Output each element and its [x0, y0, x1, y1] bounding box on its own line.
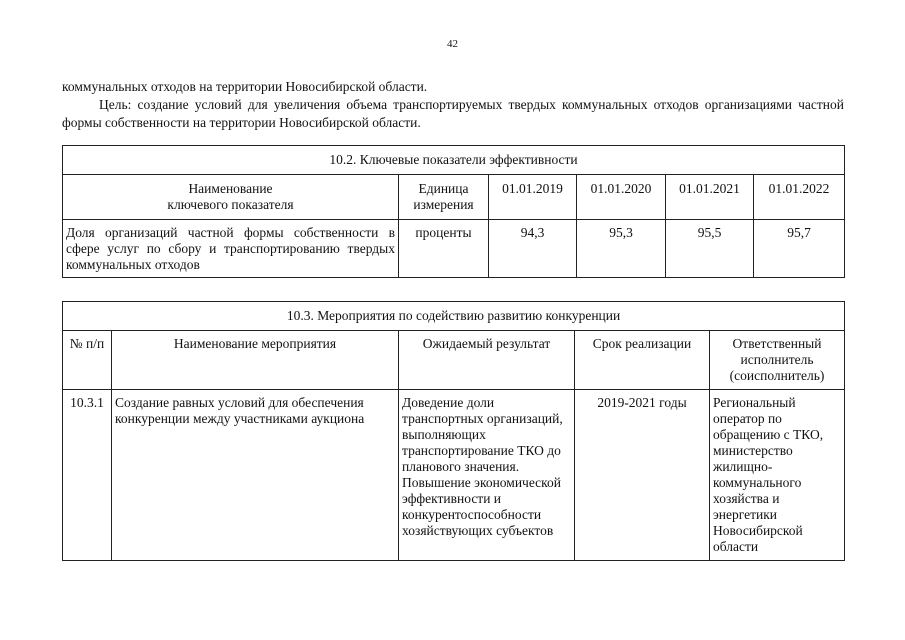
measure-result: Доведение доли транспортных организаций, выполняющих транспортирование ТКО до планового значения. Повышение экономической эффективности и конкурентоспособности хозяйствующих субъектов: [399, 390, 575, 561]
measures-header-responsible: Ответственный исполнитель (соисполнитель): [710, 331, 845, 390]
kpi-header-date-2021: 01.01.2021: [666, 175, 754, 220]
goal-paragraph: Цель: создание условий для увеличения объема транспортируемых твердых коммунальных отходов организациями частной формы собственности на территории Новосибирской области.: [62, 97, 844, 130]
kpi-header-unit-line1: Единица: [418, 181, 469, 196]
measures-header-term: Срок реализации: [575, 331, 710, 390]
kpi-value-2020: 95,3: [577, 220, 666, 278]
kpi-header-date-2019: 01.01.2019: [489, 175, 577, 220]
kpi-header-date-2020: 01.01.2020: [577, 175, 666, 220]
kpi-value-2021: 95,5: [666, 220, 754, 278]
kpi-header-unit-line2: измерения: [413, 197, 474, 212]
kpi-header-row: [63, 175, 845, 220]
kpi-header-name-line1: Наименование: [188, 181, 273, 196]
measure-name: Создание равных условий для обеспечения конкуренции между участниками аукциона: [112, 390, 399, 561]
measures-table-title: 10.3. Мероприятия по содействию развитию конкуренции: [63, 302, 845, 331]
kpi-header-date-2022: 01.01.2022: [754, 175, 845, 220]
measure-term: 2019-2021 годы: [575, 390, 710, 561]
page-number: 42: [447, 38, 458, 50]
kpi-header-name-line2: ключевого показателя: [167, 197, 294, 212]
measure-responsible: Региональный оператор по обращению с ТКО, министерство жилищно-коммунального хозяйства и энергетики Новосибирской области: [710, 390, 845, 561]
kpi-indicator-name: Доля организаций частной формы собственности в сфере услуг по сбору и транспортированию твердых коммунальных отходов: [63, 220, 399, 278]
measures-table: [62, 301, 845, 561]
intro-text: [62, 78, 844, 132]
kpi-header-unit: [399, 175, 489, 220]
intro-line: коммунальных отходов на территории Новосибирской области.: [62, 79, 428, 94]
table-row: [63, 390, 845, 561]
kpi-value-2019: 94,3: [489, 220, 577, 278]
measures-header-number: № п/п: [63, 331, 112, 390]
measures-header-result: Ожидаемый результат: [399, 331, 575, 390]
kpi-value-2022: 95,7: [754, 220, 845, 278]
kpi-header-name: [63, 175, 399, 220]
measures-header-name: Наименование мероприятия: [112, 331, 399, 390]
measures-header-row: [63, 331, 845, 390]
table-row: [63, 220, 845, 278]
kpi-table: [62, 145, 845, 278]
kpi-unit: проценты: [399, 220, 489, 278]
kpi-table-title: 10.2. Ключевые показатели эффективности: [63, 146, 845, 175]
measure-number: 10.3.1: [63, 390, 112, 561]
